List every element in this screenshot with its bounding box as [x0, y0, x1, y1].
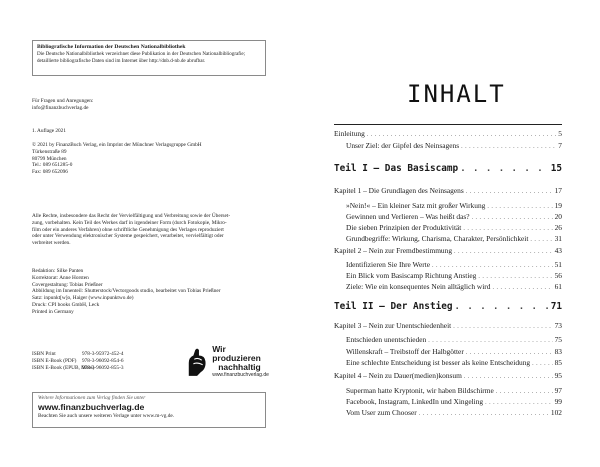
toc-leader-dots: [492, 282, 552, 293]
toc-entry-title: Ziele: Wie ein konsequentes Nein alltäglich wird: [346, 282, 491, 291]
publisher-info-box: [32, 392, 266, 428]
toc-page-number: 5: [558, 129, 562, 138]
credits-block: [32, 268, 220, 316]
toc-entry-sub[interactable]: [346, 201, 562, 212]
credit-line: Druck: CPI books GmbH, Leck: [32, 301, 100, 308]
toc-entry-sub[interactable]: [346, 397, 562, 408]
toc-entry-title: Identifizieren Sie Ihre Werte: [346, 260, 431, 269]
toc-leader-dots: [463, 223, 552, 234]
toc-page-number: 97: [554, 386, 562, 395]
hand-leaf-icon: [186, 345, 208, 379]
address-line: Türkenstraße 89: [32, 148, 67, 155]
toc-entry-part[interactable]: [334, 163, 562, 175]
toc-leader-dots: [367, 129, 557, 140]
toc-entry-title: Unser Ziel: der Gipfel des Neinsagens: [346, 141, 460, 150]
toc-entry-sub[interactable]: [346, 358, 562, 369]
address-block: [32, 142, 202, 176]
feedback-label: Für Fragen und Anregungen:: [32, 98, 94, 104]
credit-line: Redaktion: Silke Panten: [32, 268, 84, 274]
toc-entry-title: Einleitung: [334, 129, 365, 138]
toc-entry-chapter[interactable]: [334, 321, 562, 332]
toc-page-number: 71: [550, 301, 562, 312]
toc-entry-title: Facebook, Instagram, LinkedIn und Xingeling: [346, 397, 484, 406]
toc-entry-sub[interactable]: [346, 223, 562, 234]
toc-leader-dots: [461, 141, 556, 152]
toc-entry-title: Kapitel 4 – Nein zu Dauer(medien)konsum: [334, 371, 462, 380]
toc-page-number: 73: [554, 321, 562, 330]
toc-page-number: 19: [554, 201, 562, 210]
badge-line2: nachhaltig: [218, 362, 261, 372]
toc-entry-chapter[interactable]: [334, 246, 562, 257]
toc-entry-title: Kapitel 3 – Nein zur Unentschiedenheit: [334, 321, 452, 330]
toc-page-number: 15: [550, 163, 562, 174]
credit-line: Printed in Germany: [32, 308, 74, 315]
toc-entry-title: Entschieden unentschieden: [346, 335, 427, 344]
publisher-url[interactable]: www.finanzbuchverlag.de: [38, 402, 145, 412]
toc-entry-title: Die sieben Prinzipien der Produktivität: [346, 223, 462, 232]
toc-entry-sub[interactable]: [346, 234, 562, 245]
credit-line: Abbildung im Innenteil: Shutterstock/Vectorgoods studio, bearbeitet von Tobias Prießner: [32, 288, 221, 295]
toc-leader-dots: [453, 321, 552, 332]
toc-entry-sub[interactable]: [346, 271, 562, 282]
publisher-caption: Weitere Informationen zum Verlag finden Sie unter: [38, 395, 146, 401]
copyright-line: © 2021 by FinanzBuch Verlag, ein Imprint der Münchner Verlagsgruppe GmbH: [32, 142, 202, 148]
isbn-epub: ISBN E-Book (EPUB, Mobi)978-3-96092-855-3: [32, 364, 124, 371]
toc-entry-title: »Nein!« – Ein kleiner Satz mit großer Wirkung: [346, 201, 486, 210]
toc-entry-sub[interactable]: [346, 212, 562, 223]
toc-page-number: 85: [554, 358, 562, 367]
toc-page-number: 20: [554, 212, 562, 221]
rights-block: [32, 213, 230, 247]
toc-leader-dots: [472, 212, 553, 223]
toc-entry-sub[interactable]: [346, 347, 562, 358]
toc-entry-chapter[interactable]: [334, 186, 562, 197]
isbn-pdf: ISBN E-Book (PDF) 978-3-96092-854-6: [32, 357, 124, 364]
toc-page-number: 31: [554, 234, 562, 243]
toc-entry-sub[interactable]: [346, 386, 562, 397]
biblio-line: detaillierte bibliografische Daten sind im Internet über http://dnb.d-nb.de abrufbar.: [37, 57, 206, 64]
toc-page-number: 75: [554, 335, 562, 344]
toc-leader-dots: [532, 358, 553, 369]
bibliographic-info-box: [32, 40, 266, 76]
toc-page-number: 7: [558, 141, 562, 150]
address-line: 80799 München: [32, 155, 67, 162]
toc-entry-sub[interactable]: [346, 260, 562, 271]
toc-leader-dots: [478, 271, 552, 282]
toc-entry-part[interactable]: [334, 301, 562, 313]
edition: 1. Auflage 2021: [32, 128, 66, 134]
isbn-block: [32, 351, 124, 371]
toc-leader-dots: [466, 347, 553, 358]
credit-line: Korrektorat: Anne Horsten: [32, 274, 89, 281]
biblio-line: Die Deutsche Nationalbibliothek verzeichnet diese Publikation in der Deutschen Nationalbibliografie;: [37, 51, 246, 57]
toc-leader-dots: [432, 260, 553, 271]
rights-line: zung, vorbehalten. Kein Teil des Werkes darf in irgendeiner Form (durch Fotokopie, Mikro-: [32, 219, 227, 226]
credit-line: Covergestaltung: Tobias Prießner: [32, 281, 103, 288]
rights-line: oder unter Verwendung elektronischer Systeme gespeichert, verarbeitet, vervielfältigt oder: [32, 233, 224, 240]
toc-divider: [334, 124, 562, 125]
rights-line: verbreitet werden.: [32, 240, 71, 247]
toc-entry-title: Teil I – Das Basiscamp: [334, 163, 459, 174]
toc-leader-dots: [419, 408, 549, 419]
toc-leader-dots: [530, 234, 552, 245]
badge-line1: Wir produzieren: [212, 344, 261, 363]
credit-line: Satz: inpunkt[w]o, Haiger (www.inpunktwo.de): [32, 295, 134, 302]
toc-title: INHALT: [407, 80, 506, 108]
toc-entry-sub[interactable]: [346, 141, 562, 152]
toc-page-number: 17: [554, 186, 562, 195]
sustainability-badge: [186, 343, 272, 381]
toc-entry-title: Grundbegriffe: Wirkung, Charisma, Charakter, Persönlichkeit: [346, 234, 529, 243]
toc-page-number: 95: [554, 371, 562, 380]
toc-leader-dots: [428, 335, 552, 346]
toc-entry-sub[interactable]: [346, 282, 562, 293]
toc-entry-chapter[interactable]: [334, 371, 562, 382]
toc-entry-title: Teil II – Der Anstieg: [334, 301, 453, 312]
toc-entry-chapter[interactable]: [334, 129, 562, 140]
toc-leader-dots: [464, 371, 553, 382]
toc-entry-sub[interactable]: [346, 408, 562, 419]
toc-page-number: 61: [554, 282, 562, 291]
toc-leader-dots: [496, 386, 553, 397]
phone-line: Tel.: 089 651285-0: [32, 162, 73, 169]
toc-leader-dots: [455, 301, 549, 313]
toc-leader-dots: [485, 397, 553, 408]
toc-entry-title: Superman hatte Kryptonit, wir haben Bildschirme: [346, 386, 494, 395]
toc-page-number: 26: [554, 223, 562, 232]
toc-leader-dots: [487, 201, 552, 212]
toc-leader-dots: [466, 186, 553, 197]
toc-entry-title: Willenskraft – Treibstoff der Halbgötter: [346, 347, 464, 356]
rights-line: film oder ein anderes Verfahren) ohne schriftliche Genehmigung des Verlages reproduziert: [32, 226, 224, 233]
toc-page-number: 43: [554, 246, 562, 255]
publisher-note: Beachten Sie auch unsere weiteren Verlage unter www.m-vg.de.: [38, 413, 175, 419]
toc-entry-sub[interactable]: [346, 335, 562, 346]
toc-page: [300, 0, 600, 467]
toc-page-number: 99: [554, 397, 562, 406]
toc-entry-title: Kapitel 2 – Nein zur Fremdbestimmung: [334, 246, 453, 255]
feedback-block: [32, 98, 93, 112]
toc-page-number: 56: [554, 271, 562, 280]
toc-entry-title: Kapitel 1 – Die Grundlagen des Neinsagens: [334, 186, 464, 195]
toc-page-number: 102: [550, 408, 562, 417]
toc-entry-title: Vom User zum Chooser: [346, 408, 417, 417]
rights-line: Alle Rechte, insbesondere das Recht der Vervielfältigung und Verbreitung sowie der Überset-: [32, 213, 231, 219]
feedback-email[interactable]: info@finanzbuchverlag.de: [32, 104, 89, 111]
toc-entry-title: Ein Blick vom Basiscamp Richtung Anstieg: [346, 271, 477, 280]
toc-entry-title: Eine schlechte Entscheidung ist besser als keine Entscheidung: [346, 358, 531, 367]
toc-leader-dots: [460, 163, 549, 175]
badge-url: www.finanzbuchverlag.de: [212, 372, 269, 378]
biblio-title: Bibliografische Information der Deutschen Nationalbibliothek: [37, 44, 186, 50]
toc-entry-title: Gewinnen und Verlieren – Was heißt das?: [346, 212, 470, 221]
toc-page-number: 83: [554, 347, 562, 356]
fax-line: Fax: 089 652096: [32, 169, 68, 176]
toc-page-number: 51: [554, 260, 562, 269]
toc-leader-dots: [454, 246, 553, 257]
isbn-print: ISBN Print 978-3-95972-452-4: [32, 351, 124, 357]
